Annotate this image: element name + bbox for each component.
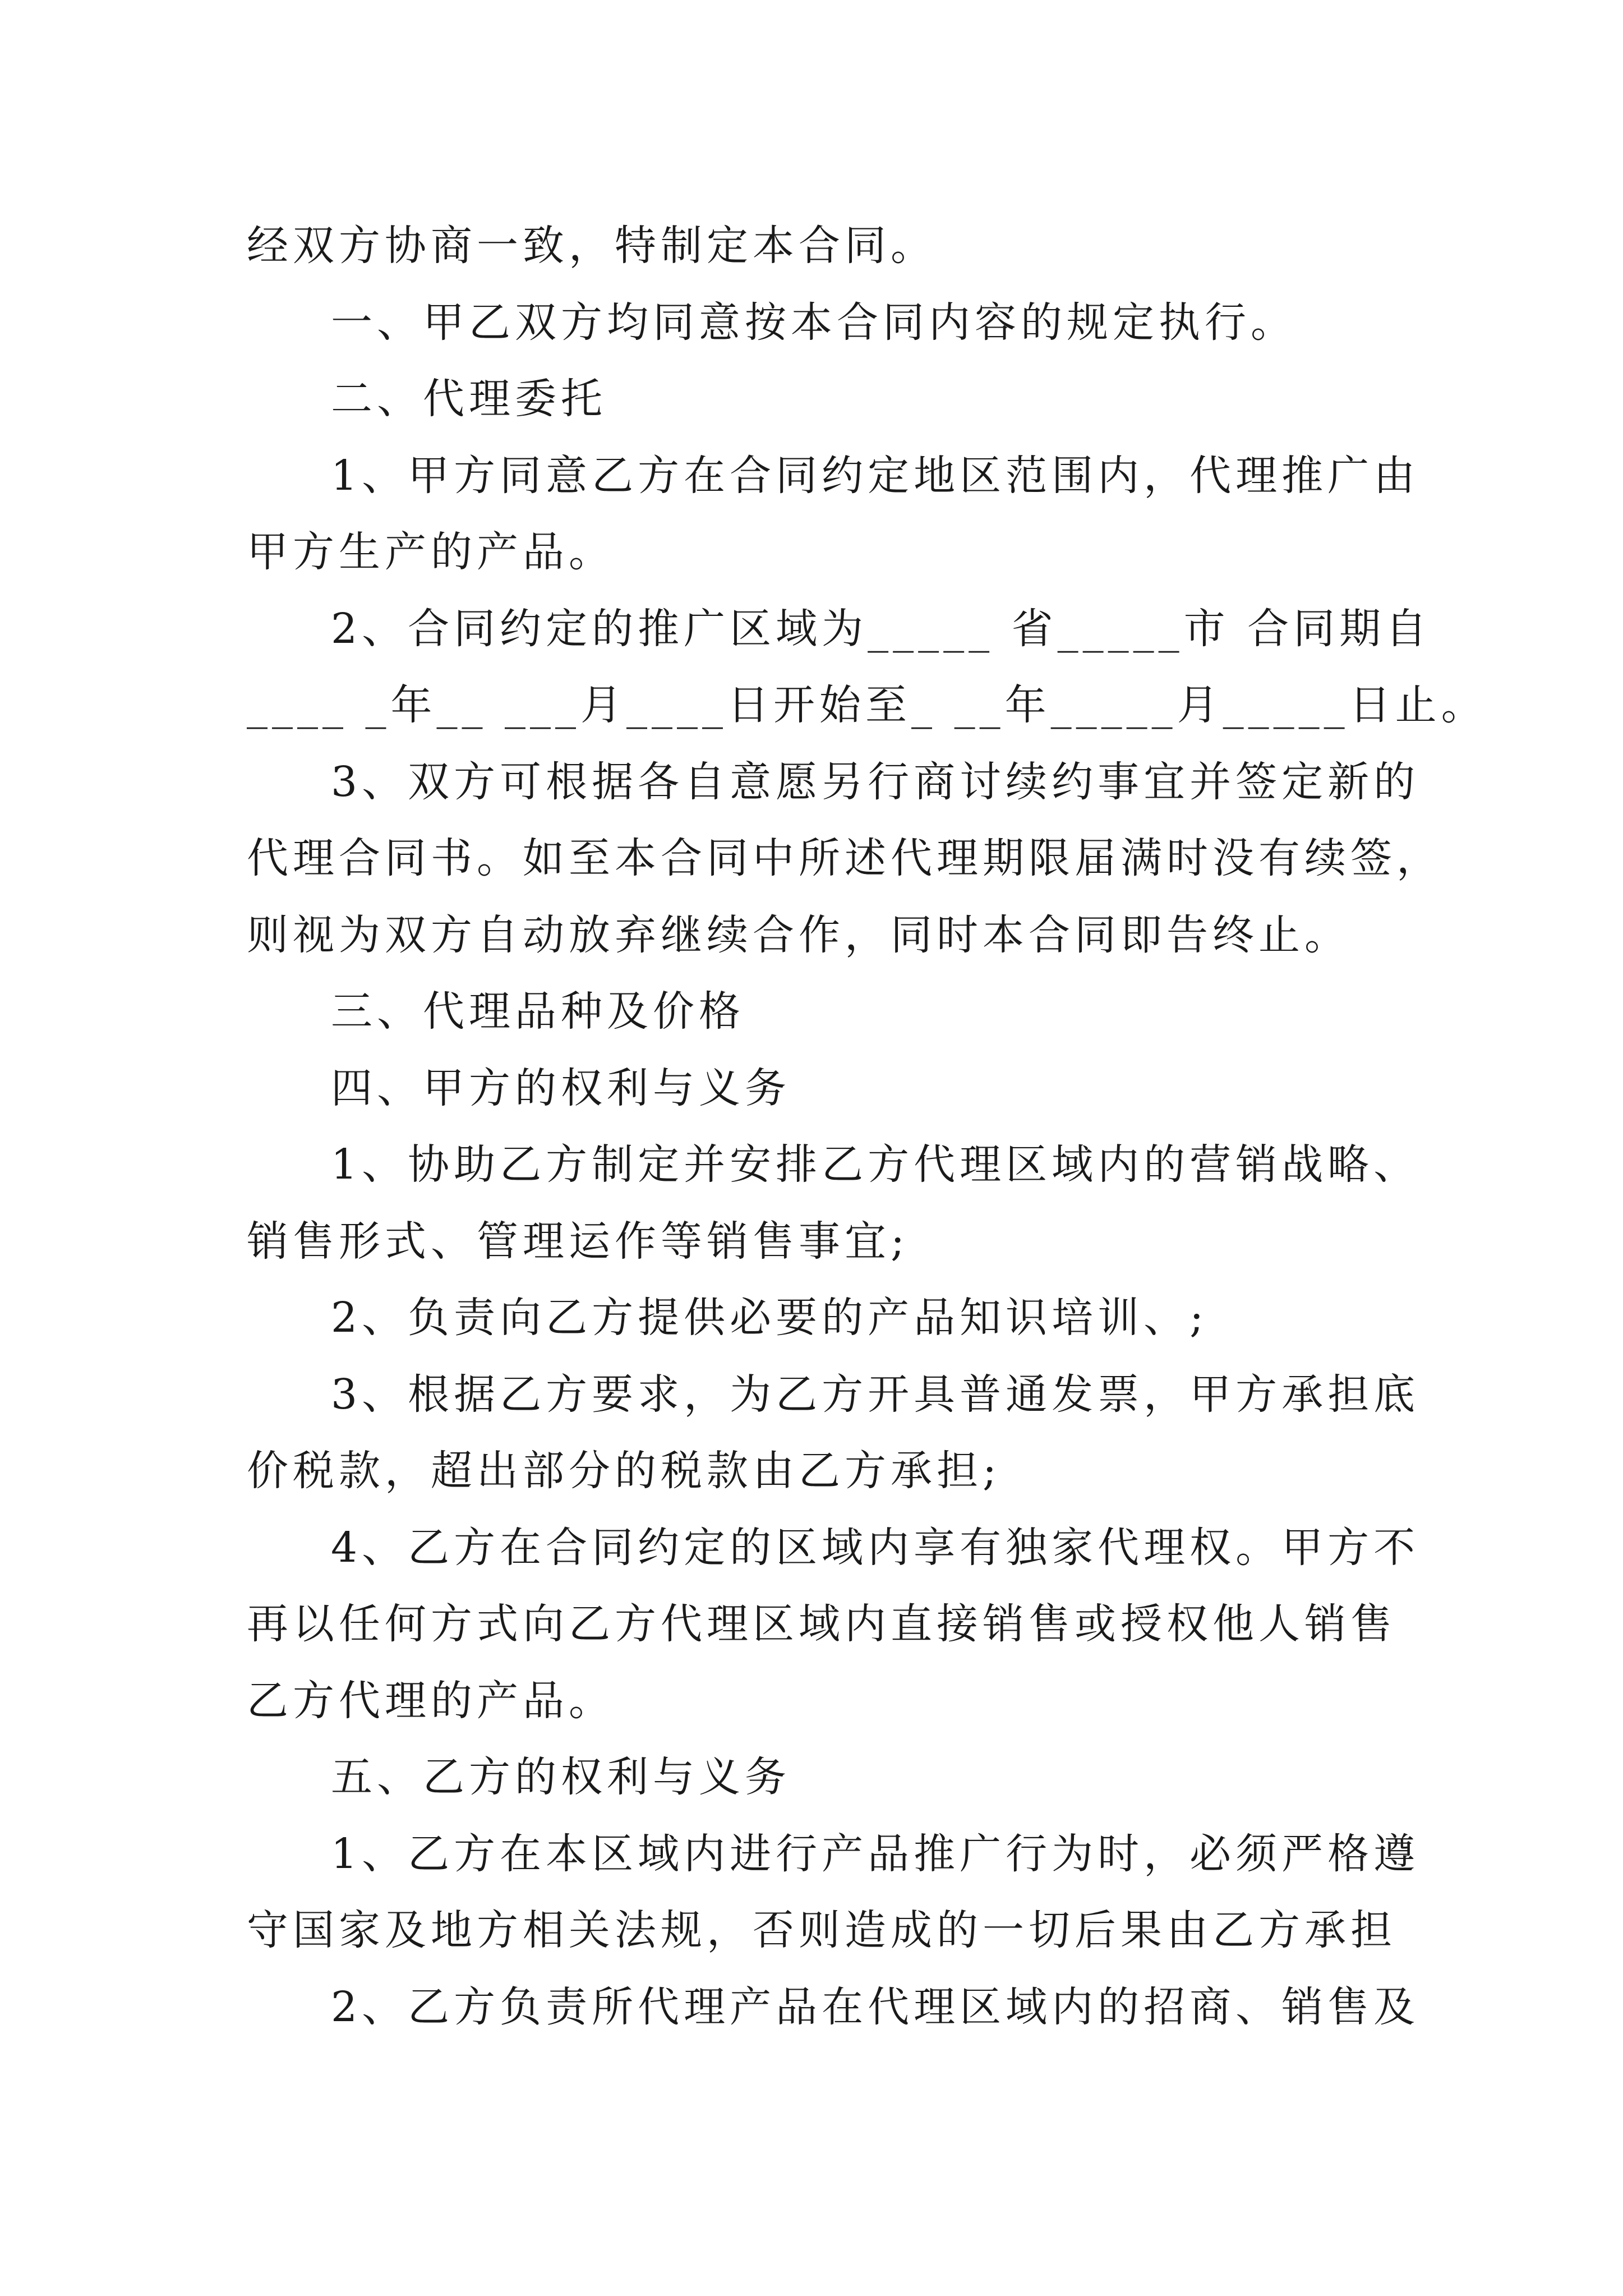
text-line: 三、代理品种及价格 [331, 987, 745, 1036]
text-line: 2、负责向乙方提供必要的产品知识培训、; [331, 1294, 1209, 1342]
text-line: 乙方代理的产品。 [247, 1676, 615, 1725]
text-line: 经双方协商一致，特制定本合同。 [247, 222, 937, 270]
text-line: ____ _年__ ___月____日开始至_ __年_____月_____日止。 [247, 681, 1487, 729]
document-body [247, 208, 1487, 2045]
text-line: 1、甲方同意乙方在合同约定地区范围内，代理推广由 [331, 451, 1420, 500]
text-line: 2、合同约定的推广区域为_____ 省_____市 合同期自 [331, 604, 1432, 653]
text-line: 则视为双方自动放弃继续合作，同时本合同即告终止。 [247, 910, 1350, 959]
text-line: 再以任何方式向乙方代理区域内直接销售或授权他人销售 [247, 1600, 1396, 1648]
text-line: 3、双方可根据各自意愿另行商讨续约事宜并签定新的 [331, 757, 1420, 806]
text-line: 3、根据乙方要求，为乙方开具普通发票，甲方承担底 [331, 1370, 1420, 1419]
text-line: 四、甲方的权利与义务 [331, 1064, 791, 1112]
text-line: 甲方生产的产品。 [247, 528, 615, 576]
text-line: 4、乙方在合同约定的区域内享有独家代理权。甲方不 [331, 1523, 1420, 1572]
text-line: 五、乙方的权利与义务 [331, 1753, 791, 1801]
text-line: 价税款，超出部分的税款由乙方承担; [247, 1447, 1001, 1495]
text-line: 二、代理委托 [331, 375, 607, 423]
text-line: 销售形式、管理运作等销售事宜; [247, 1217, 909, 1266]
text-line: 1、协助乙方制定并安排乙方代理区域内的营销战略、 [331, 1140, 1420, 1189]
text-line: 守国家及地方相关法规，否则造成的一切后果由乙方承担 [247, 1906, 1396, 1954]
text-line: 一、甲乙双方均同意按本合同内容的规定执行。 [331, 298, 1297, 347]
text-line: 1、乙方在本区域内进行产品推广行为时，必须严格遵 [331, 1829, 1420, 1878]
text-line: 2、乙方负责所代理产品在代理区域内的招商、销售及 [331, 1982, 1420, 2031]
text-line: 代理合同书。如至本合同中所述代理期限届满时没有续签， [247, 834, 1442, 882]
